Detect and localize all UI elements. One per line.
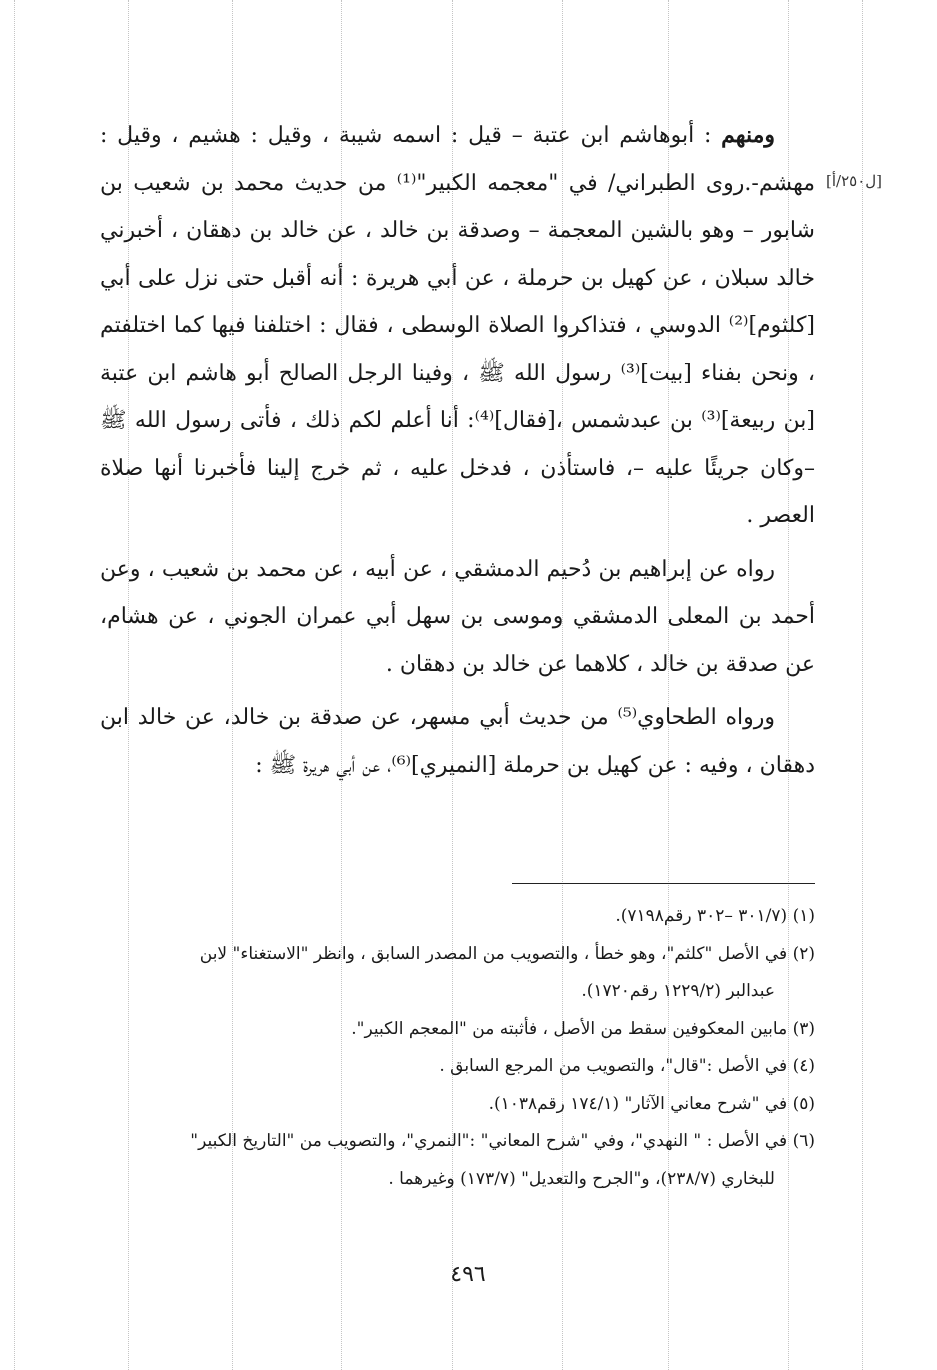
footnote-4: (٤) في الأصل :"قال"، والتصويب من المرجع السابق . — [439, 1056, 815, 1076]
footnote-2-continuation: عبدالبر (١٢٢٩/٢ رقم١٧٢٠). — [581, 981, 775, 1001]
scan-dotted-line — [862, 0, 863, 1370]
footnote-5: (٥) في "شرح معاني الآثار" (١٧٤/١ رقم١٠٣٨). — [488, 1093, 815, 1114]
paragraph-1 — [100, 112, 815, 540]
page-number: ٤٩٦ — [450, 1262, 486, 1287]
paragraph-1-text: : أبوهاشم ابن عتبة – قيل : اسمه شيبة ، وقيل : هشيم ، وقيل : مهشم-.روى الطبراني/ في "معجمه الكبير"⁽¹⁾ من حديث محمد بن شعيب بن شابور – وهو بالشين المعجمة – وصدقة بن خالد ، عن خالد بن دهقان ، أخبرني خالد سبلان ، عن كهيل بن حرملة ، عن أبي هريرة : أنه أقبل حتى نزل على أبي [كلثوم]⁽²⁾ الدوسي ، فتذاكروا الصلاة الوسطى ، فقال : اختلفنا فيها كما اختلفتم ، ونحن بفناء [بيت]⁽³⁾ رسول الله ﷺ ، وفينا الرجل الصالح أبو هاشم ابن عتبة [بن ربيعة]⁽³⁾ بن عبدشمس ،[فقال]⁽⁴⁾: أنا أعلم لكم ذلك ، فأتى رسول الله ﷺ –وكان جريئًا عليه –، فاستأذن ، فدخل عليه ، ثم خرج إلينا فأخبرنا أنها صلاة العصر . — [100, 123, 816, 528]
footnote-2: (٢) في الأصل "كلثم"، وهو خطأ ، والتصويب من المصدر السابق ، وانظر "الاستغناء" لابن — [199, 943, 815, 964]
paragraph-lead-word: ومنهم — [721, 122, 775, 148]
footnote-6: (٦) في الأصل : " النهدي"، وفي "شرح المعاني" :"النمري"، والتصويب من "التاريخ الكبير" — [190, 1131, 815, 1151]
footnote-separator — [512, 883, 815, 884]
scan-dotted-line — [14, 0, 15, 1370]
footnotes — [100, 898, 815, 1198]
footnote-6-continuation: للبخاري (٢٣٨/٧)، و"الجرح والتعديل" (١٧٣/٧) وغيرهما . — [388, 1168, 775, 1189]
main-text — [100, 112, 815, 789]
paragraph-2: رواه عن إبراهيم بن دُحيم الدمشقي ، عن أبيه ، عن محمد بن شعيب ، وعن أحمد بن المعلى الدمشقي وموسى بن سهل أبي عمران الجوني ، عن هشام، عن صدقة بن خالد ، كلاهما عن خالد بن دهقان . — [100, 556, 815, 677]
paragraph-3: ورواه الطحاوي⁽⁵⁾ من حديث أبي مسهر، عن صدقة بن خالد، عن خالد ابن دهقان ، وفيه : عن كهيل بن حرملة [النميري]⁽⁶⁾، عن أبي هريرة ﷺ : — [100, 705, 815, 778]
footnote-3: (٣) مابين المعكوفين سقط من الأصل ، فأثبته من "المعجم الكبير". — [351, 1018, 815, 1039]
margin-folio-reference: [ل٢٥٠/أ] — [826, 172, 883, 190]
footnote-1: (١) (٣٠١/٧ –٣٠٢ رقم٧١٩٨). — [615, 906, 815, 926]
